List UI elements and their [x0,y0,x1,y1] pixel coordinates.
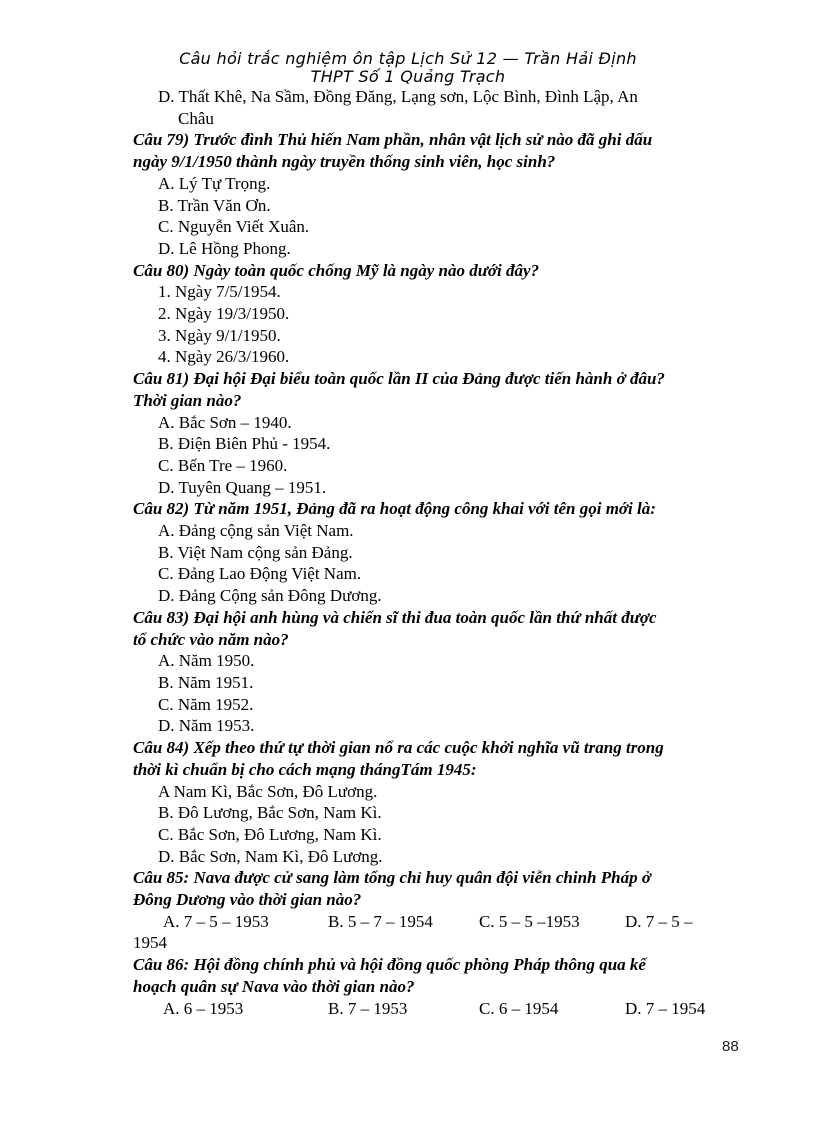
option-2: 2. Ngày 19/3/1950. [158,304,290,324]
option-c: C. Đảng Lao Động Việt Nam. [158,564,362,584]
option-a: A. Lý Tự Trọng. [158,173,271,193]
question-85 [133,867,743,954]
question-text: Câu 86: Hội đồng chính phủ và hội đồng quốc phòng Pháp thông qua kế [133,955,646,975]
option-a: A. Đảng cộng sản Việt Nam. [158,521,354,541]
option-c: C. Bến Tre – 1960. [158,455,288,475]
option-c: C. Bắc Sơn, Đô Lương, Nam Kì. [158,824,382,844]
option-b: B. Đô Lương, Bắc Sơn, Nam Kì. [158,803,382,823]
option-1: 1. Ngày 7/5/1954. [158,282,281,302]
option-a: A. Bắc Sơn – 1940. [158,412,292,432]
option-c: C. 6 – 1954 [479,998,559,1018]
question-text-continued: ngày 9/1/1950 thành ngày truyền thống sinh viên, học sinh? [133,152,556,172]
header-title: Câu hỏi trắc nghiệm ôn tập Lịch Sử 12 — Trần Hải Định [179,49,637,68]
question-83 [133,607,743,737]
question-86 [133,954,743,1019]
page-number: 88 [722,1038,739,1055]
question-text: Câu 83) Đại hội anh hùng và chiến sĩ thi đua toàn quốc lần thứ nhất được [133,607,657,627]
option-b: B. Năm 1951. [158,672,254,692]
option-d: D. Đảng Cộng sản Đông Dương. [158,586,382,606]
option-d: D. Tuyên Quang – 1951. [158,477,327,497]
question-82 [133,498,743,607]
option-d: D. 7 – 1954 [625,998,706,1018]
option-d: D. Bắc Sơn, Nam Kì, Đô Lương. [158,846,383,866]
option-b: B. Trần Văn Ơn. [158,195,271,215]
header-school: THPT Số 1 Quảng Trạch [310,67,506,86]
options-row [133,998,743,1020]
option-3: 3. Ngày 9/1/1950. [158,325,281,345]
option-b: B. Việt Nam cộng sản Đảng. [158,542,353,562]
option-d: D. Năm 1953. [158,716,255,736]
question-text-continued: hoạch quân sự Nava vào thời gian nào? [133,976,415,996]
question-79 [133,129,743,259]
question-list [133,86,743,1019]
question-text-continued: tổ chức vào năm nào? [133,629,289,649]
option-a: A. 7 – 5 – 1953 [163,911,269,931]
option-d: D. Lê Hồng Phong. [158,238,291,258]
question-84 [133,737,743,867]
question-text-continued: Đông Dương vào thời gian nào? [133,890,362,910]
question-81 [133,368,743,498]
option-c: C. Nguyễn Viết Xuân. [158,217,310,237]
option-b: B. 5 – 7 – 1954 [328,911,433,931]
option-d: D. 7 – 5 – [625,911,693,931]
option-4: 4. Ngày 26/3/1960. [158,347,290,367]
question-text: Câu 81) Đại hội Đại biểu toàn quốc lần II của Đảng được tiến hành ở đâu? [133,369,665,389]
option-d-continued: Châu [178,108,214,128]
option-d-continued: 1954 [133,933,167,953]
question-text: Câu 85: Nava được cử sang làm tổng chỉ huy quân đội viễn chinh Pháp ở [133,868,651,888]
option-b: B. Điện Biên Phủ - 1954. [158,434,331,454]
option-a: A. Năm 1950. [158,651,255,671]
question-80 [133,260,743,369]
question-text: Câu 80) Ngày toàn quốc chống Mỹ là ngày nào dưới đây? [133,260,540,280]
option-b: B. 7 – 1953 [328,998,408,1018]
question-text: Câu 84) Xếp theo thứ tự thời gian nổ ra các cuộc khởi nghĩa vũ trang trong [133,738,664,758]
question-78-tail [133,86,743,129]
option-c: C. 5 – 5 –1953 [479,911,580,931]
options-row [133,911,743,933]
question-text: Câu 79) Trước đình Thủ hiến Nam phần, nhân vật lịch sử nào đã ghi dấu [133,130,653,150]
question-text: Câu 82) Từ năm 1951, Đảng đã ra hoạt động công khai với tên gọi mới là: [133,499,656,519]
question-text-continued: Thời gian nào? [133,390,242,410]
option-a: A. 6 – 1953 [163,998,244,1018]
option-a: A Nam Kì, Bắc Sơn, Đô Lương. [158,781,378,801]
option-c: C. Năm 1952. [158,694,254,714]
option-d: D. Thất Khê, Na Sầm, Đồng Đăng, Lạng sơn, Lộc Bình, Đình Lập, An [158,87,638,106]
question-text-continued: thời kì chuẩn bị cho cách mạng thángTám 1945: [133,759,477,779]
